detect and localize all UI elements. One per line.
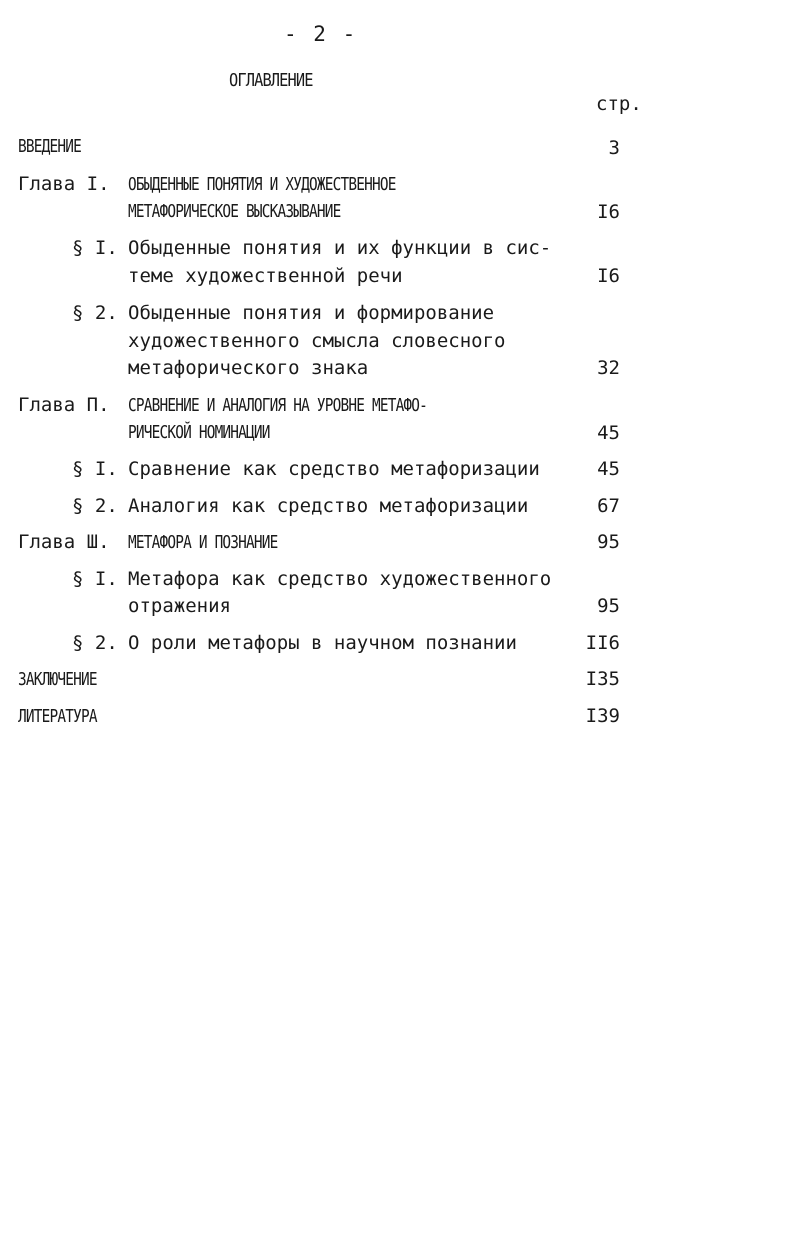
toc-entry-ch1-line1: ОБЫДЕННЫЕ ПОНЯТИЯ И ХУДОЖЕСТВЕННОЕ bbox=[128, 174, 396, 195]
toc-entry-intro bbox=[18, 135, 97, 157]
toc-entry-page: I6 bbox=[597, 201, 620, 223]
toc-entry-ch1s1-line2: теме художественной речи bbox=[128, 265, 403, 287]
section-prefix: § 2. bbox=[72, 495, 118, 517]
toc-entry-page: I6 bbox=[597, 265, 620, 287]
toc-entry-ch2s2-line1: Аналогия как средство метафоризации bbox=[128, 495, 529, 517]
toc-entry-ch2s1-line1: Сравнение как средство метафоризации bbox=[128, 458, 540, 480]
chapter-prefix: Глава П. bbox=[18, 394, 110, 416]
section-prefix: § I. bbox=[72, 458, 118, 480]
toc-entry-page: 32 bbox=[597, 357, 620, 379]
toc-entry-page: I35 bbox=[585, 668, 620, 690]
toc-entry-page: I39 bbox=[585, 705, 620, 727]
page-title: ОГЛАВЛЕНИЕ bbox=[229, 70, 313, 91]
toc-entry-ch1-line2: МЕТАФОРИЧЕСКОЕ ВЫСКАЗЫВАНИЕ bbox=[128, 201, 341, 222]
toc-entry-page: 3 bbox=[608, 137, 620, 159]
toc-entry-label: ВВЕДЕНИЕ bbox=[18, 136, 81, 157]
toc-entry-page: 95 bbox=[597, 531, 620, 553]
toc-entry-ch2-line2: РИЧЕСКОЙ НОМИНАЦИИ bbox=[128, 422, 270, 443]
page-column-header: стр. bbox=[596, 93, 642, 115]
toc-entry-ch1s2-line1: Обыденные понятия и формирование bbox=[128, 302, 495, 324]
toc-entry-ch1s1-line1: Обыденные понятия и их функции в сис- bbox=[128, 237, 552, 259]
toc-entry-page: II6 bbox=[585, 632, 620, 654]
chapter-prefix: Глава I. bbox=[18, 173, 110, 195]
section-prefix: § 2. bbox=[72, 632, 118, 654]
toc-entry-ch2-line1: СРАВНЕНИЕ И АНАЛОГИЯ НА УРОВНЕ МЕТАФО- bbox=[128, 395, 428, 416]
toc-entry-page: 45 bbox=[597, 458, 620, 480]
toc-entry-ch1s2-line2: художественного смысла словесного bbox=[128, 330, 506, 352]
toc-entry-page: 95 bbox=[597, 595, 620, 617]
toc-entry-ch3s1-line2: отражения bbox=[128, 595, 231, 617]
toc-entry-conclusion: ЗАКЛЮЧЕНИЕ bbox=[18, 669, 97, 690]
toc-entry-ch1s2-line3: метафорического знака bbox=[128, 357, 369, 379]
section-prefix: § I. bbox=[72, 237, 118, 259]
section-prefix: § I. bbox=[72, 568, 118, 590]
chapter-prefix: Глава Ш. bbox=[18, 531, 110, 553]
toc-entry-page: 67 bbox=[597, 495, 620, 517]
page-number: - 2 - bbox=[284, 22, 358, 46]
toc-entry-page: 45 bbox=[597, 422, 620, 444]
toc-entry-literature: ЛИТЕРАТУРА bbox=[18, 706, 97, 727]
toc-entry-ch3-line1: МЕТАФОРА И ПОЗНАНИЕ bbox=[128, 532, 278, 553]
section-prefix: § 2. bbox=[72, 302, 118, 324]
toc-entry-ch3s2-line1: О роли метафоры в научном познании bbox=[128, 632, 517, 654]
toc-entry-ch3s1-line1: Метафора как средство художественного bbox=[128, 568, 552, 590]
